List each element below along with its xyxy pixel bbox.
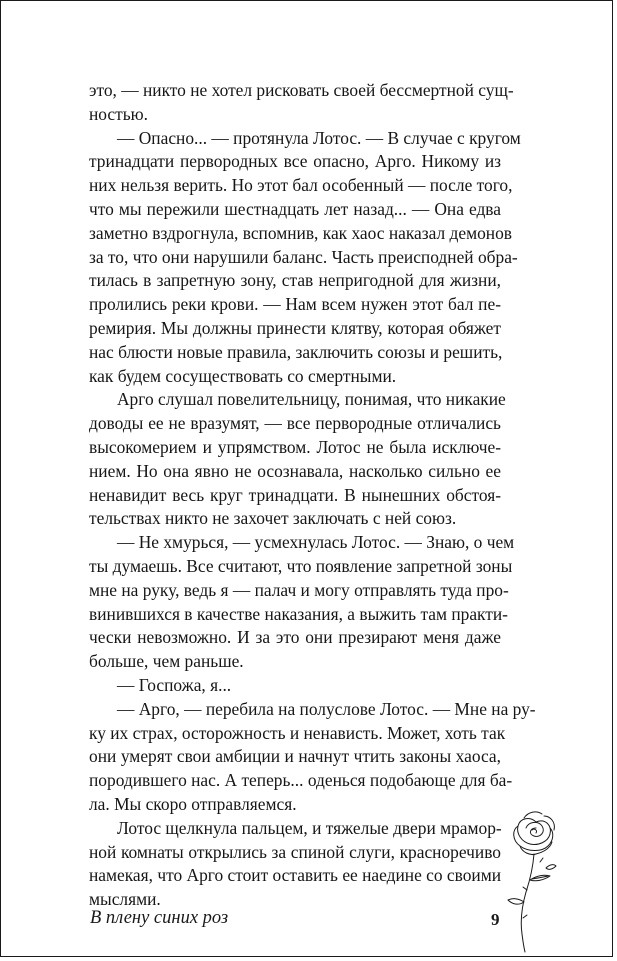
body-text bbox=[89, 79, 536, 912]
text-line: Лотос щелкнула пальцем, и тяжелые двери мрамор- bbox=[117, 817, 502, 838]
text-line: — Госпожа, я... bbox=[117, 674, 232, 695]
text-line: — Не хмурься, — усмехнулась Лотос. — Знаю, о чем bbox=[117, 532, 515, 553]
text-line: мыслями. bbox=[89, 889, 161, 910]
text-line: намекая, что Арго стоит оставить ее наедине со своими bbox=[89, 865, 502, 886]
text-line: как будем сосуществовать со смертными. bbox=[89, 365, 397, 386]
text-line: заметно вздрогнула, вспомнив, как хаос наказал демонов bbox=[89, 222, 513, 243]
text-line: тилась в запретную зону, став непригодной для жизни, bbox=[89, 270, 501, 291]
text-line: Арго слушал повелительницу, понимая, что никакие bbox=[117, 389, 506, 410]
text-line: ты думаешь. Все считают, что появление запретной зоны bbox=[89, 555, 513, 576]
text-line: ной комнаты открылись за спиной слуги, красноречиво bbox=[89, 841, 501, 862]
text-line: тринадцати первородных все опасно, Арго. Никому из bbox=[89, 151, 501, 172]
text-line: пролились реки крови. — Нам всем нужен этот бал пе- bbox=[89, 294, 501, 315]
text-line: это, — никто не хотел рисковать своей бессмертной сущ- bbox=[89, 80, 514, 100]
text-line: них нельзя верить. Но этот бал особенный — после того, bbox=[89, 175, 513, 196]
text-line: ла. Мы скоро отправляемся. bbox=[89, 793, 297, 814]
text-line: больше, чем раньше. bbox=[89, 651, 244, 672]
text-line: нас блюсти новые правила, заключить союзы и решить, bbox=[89, 341, 503, 362]
text-line: что мы пережили шестнадцать лет назад... — Она едва bbox=[89, 198, 501, 219]
text-line: ремирия. Мы должны принести клятву, которая обяжет bbox=[89, 317, 501, 338]
text-line: чески невозможно. И за это они презирают меня даже bbox=[89, 627, 501, 648]
text-line: породившего нас. А теперь... оденься подобающе для ба- bbox=[89, 770, 513, 791]
page-number: 9 bbox=[491, 910, 500, 929]
text-line: винившихся в качестве наказания, а выжить там практи- bbox=[89, 603, 508, 624]
running-footer-title: В плену синих роз bbox=[90, 908, 229, 928]
text-line: нием. Но она явно не осознавала, насколько сильно ее bbox=[89, 460, 501, 481]
text-line: — Опасно... — протянула Лотос. — В случае с кругом bbox=[117, 127, 521, 148]
text-line: высокомерием и упрямством. Лотос не была исключе- bbox=[89, 436, 501, 457]
text-line: мне на руку, ведь я — палач и могу отправлять туда про- bbox=[89, 579, 509, 600]
text-line: доводы ее не вразумят, — все первородные отличались bbox=[89, 413, 501, 434]
text-line: тельствах никто не захочет заключать с ней союз. bbox=[89, 508, 457, 529]
text-line: за то, что они нарушили баланс. Часть преисподней обра- bbox=[89, 246, 518, 267]
text-line: — Арго, — перебила на полуслове Лотос. — Мне на ру- bbox=[117, 698, 536, 719]
text-line: ку их страх, осторожность и ненависть. Может, хоть так bbox=[89, 722, 506, 743]
text-line: ненавидит весь круг тринадцати. В нынешних обстоя- bbox=[89, 484, 501, 505]
text-line: ностью. bbox=[89, 103, 149, 124]
text-line: они умерят свои амбиции и начнут чтить законы хаоса, bbox=[89, 746, 501, 767]
rose-illustration bbox=[506, 806, 566, 954]
